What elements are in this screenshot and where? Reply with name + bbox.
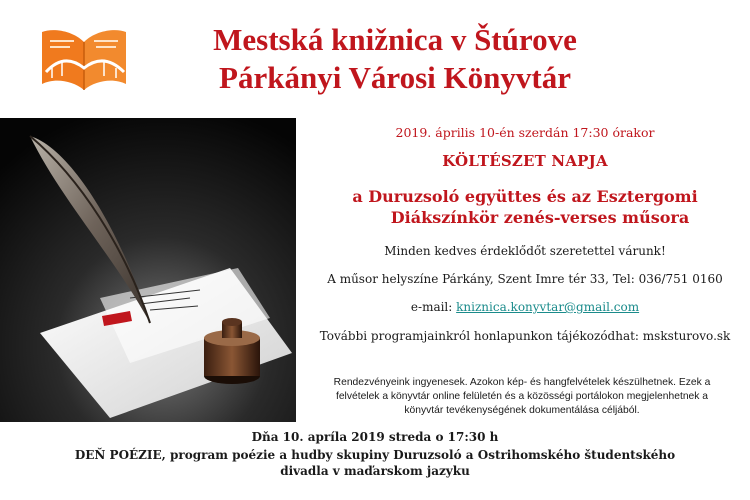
email-link[interactable]: kniznica.konyvtar@gmail.com (456, 300, 640, 314)
notice-line-3: könyvtár tevékenységének dokumentálása céljából. (404, 405, 640, 416)
more-info-text: További programjainkról honlapunkon tájékozódhat: msksturovo.sk (319, 329, 731, 343)
venue-text: A műsor helyszíne Párkány, Szent Imre tér 33, Tel: 036/751 0160 (327, 272, 723, 286)
library-logo (38, 22, 130, 96)
event-datetime-sk: Dňa 10. apríla 2019 streda o 17:30 h (251, 430, 499, 444)
library-title-sk: Mestská knižnica v Štúrove (213, 22, 577, 57)
notice-line-2: felvételek a könyvtár online felületén és a közösségi portálokon megjelenhetnek a (335, 391, 709, 402)
library-title-hu: Párkányi Városi Könyvtár (219, 60, 571, 95)
email-line (300, 300, 750, 314)
event-description-hu (300, 186, 750, 228)
quill-inkwell-image (0, 118, 296, 422)
description-line-1: a Duruzsoló együttes és az Esztergomi (352, 187, 698, 206)
welcome-text: Minden kedves érdeklődőt szeretettel várunk! (384, 244, 666, 258)
email-label: e-mail: (410, 300, 457, 314)
event-name-hu: KÖLTÉSZET NAPJA (442, 152, 608, 170)
description-line-2: Diákszínkör zenés-verses műsora (390, 208, 690, 227)
event-description-sk: DEŇ POÉZIE, program poézie a hudby skupiny Duruzsoló a Ostrihomského študentského divadla v maďarskom jazyku (74, 448, 676, 478)
event-datetime-hu: 2019. április 10-én szerdán 17:30 órakor (395, 125, 655, 140)
privacy-notice (298, 376, 746, 418)
notice-line-1: Rendezvényeink ingyenesek. Azokon kép- és hangfelvételek készülhetnek. Ezek a (333, 377, 711, 388)
